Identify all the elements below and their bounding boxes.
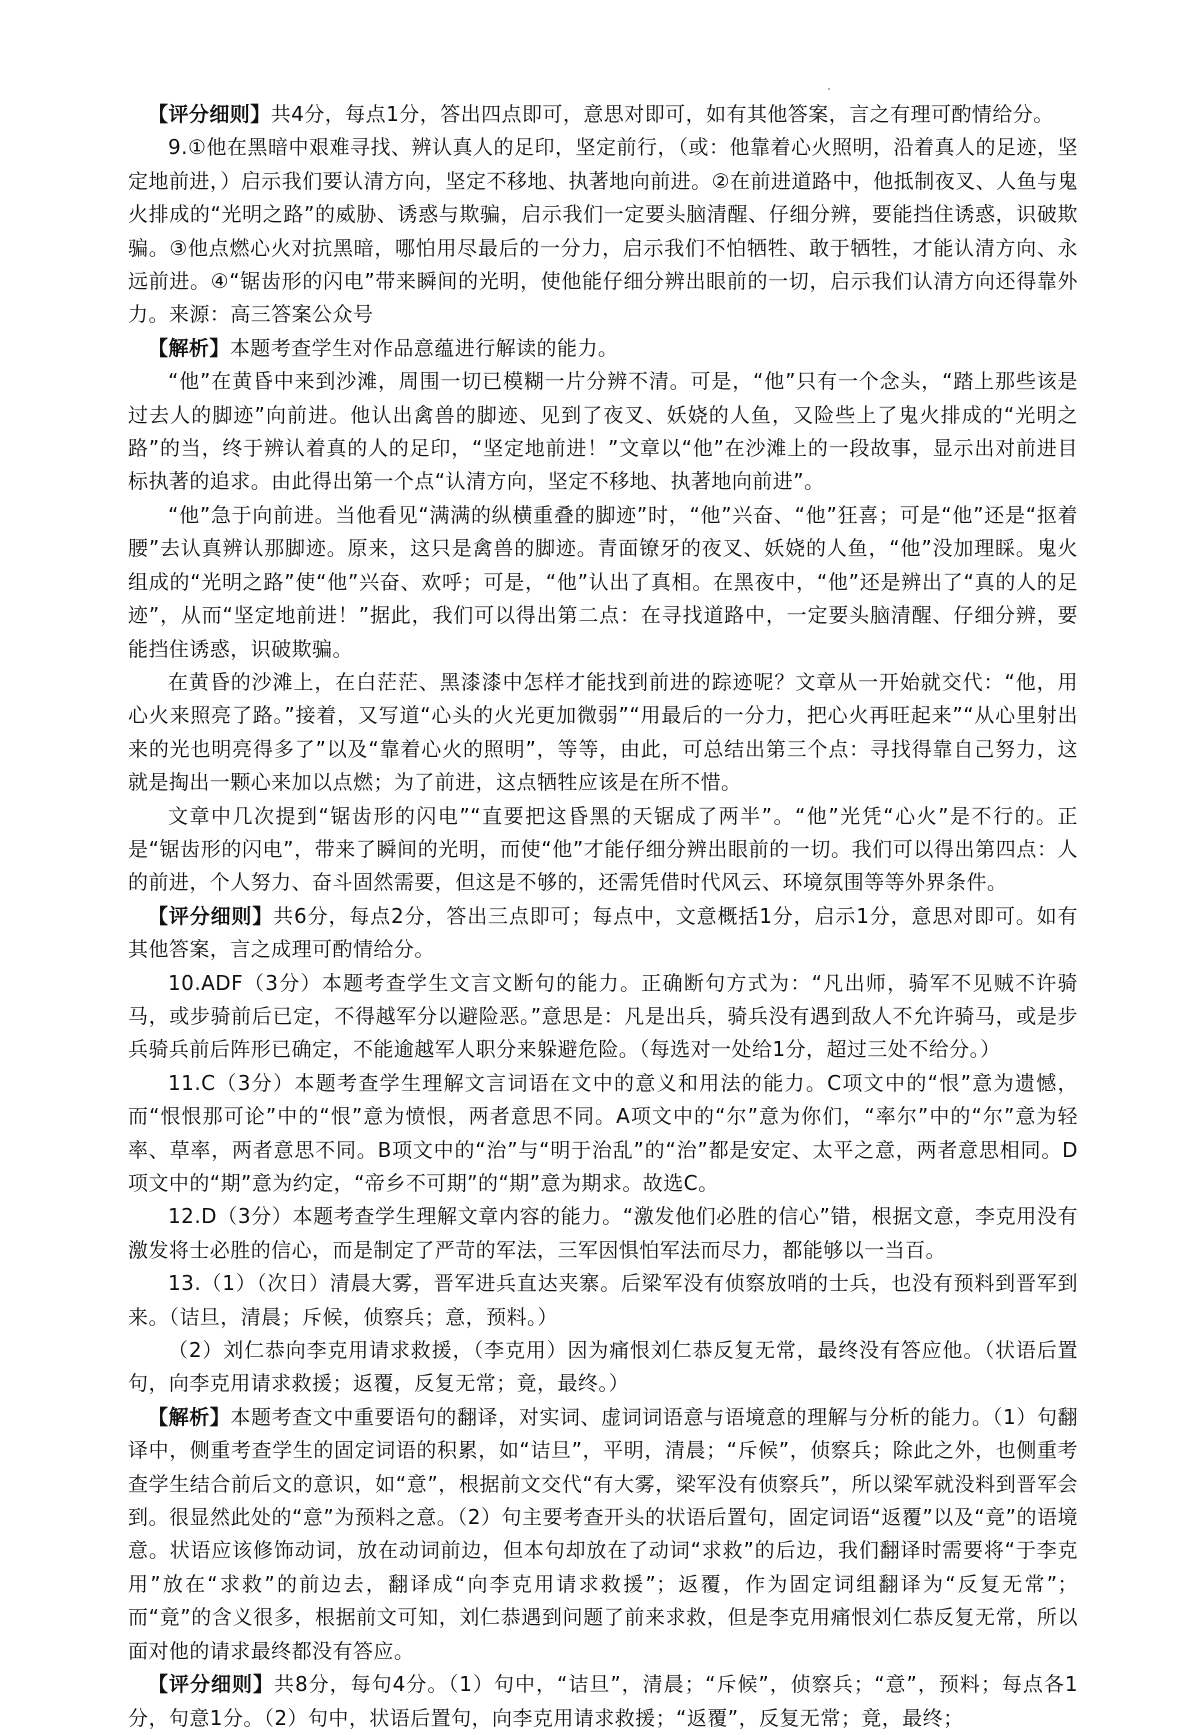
paragraph-text: “他”在黄昏中来到沙滩，周围一切已模糊一片分辨不清。可是，“他”只有一个念头，“踏上那些该是过去人的脚迹”向前进。他认出禽兽的脚迹、见到了夜叉、妖娆的人鱼，又险些上了鬼火排成的“光明之路”的当，终于辨认着真的人的足印，“坚定地前进！”文章以“他”在沙滩上的一段故事，显示出对前进目标执著的追求。由此得出第一个点“认清方向，坚定不移地、执著地向前进”。 — [128, 369, 1078, 494]
paragraph-text: 12.D（3分）本题考查学生理解文章内容的能力。“激发他们必胜的信心”错，根据文意，李克用没有激发将士必胜的信心，而是制定了严苛的军法，三军因惧怕军法而尽力，都能够以一当百。 — [128, 1204, 1078, 1262]
paragraph-scoring-rule-13 — [128, 1668, 1078, 1735]
paragraph-text: 本题考查学生对作品意蕴进行解读的能力。 — [229, 335, 619, 360]
paragraph-answer-9 — [128, 131, 1078, 331]
paragraph-analysis-13 — [128, 1401, 1078, 1668]
paragraph-tag: 【解析】 — [148, 335, 230, 360]
paragraph-tag: 【评分细则】 — [148, 1672, 274, 1697]
paragraph-analysis-point-1 — [128, 365, 1078, 499]
paragraph-text: 11.C（3分）本题考查学生理解文言词语在文中的意义和用法的能力。C项文中的“恨”意为遗憾，而“恨恨那可论”中的“恨”意为愤恨，两者意思不同。A项文中的“尔”意为你们，“率尔”中的“尔”意为轻率、草率，两者意思不同。B项文中的“治”与“明于治乱”的“治”都是安定、太平之意，两者意思相同。D项文中的“期”意为约定，“帝乡不可期”的“期”意为期求。故选C。 — [128, 1070, 1078, 1195]
scan-speck — [828, 88, 830, 90]
paragraph-tag: 【解析】 — [148, 1404, 231, 1429]
paragraph-answer-12 — [128, 1200, 1078, 1267]
paragraph-text: （2）刘仁恭向李克用请求救援，（李克用）因为痛恨刘仁恭反复无常，最终没有答应他。（状语后置句，向李克用请求救援；返覆，反复无常；竟，最终。） — [128, 1338, 1078, 1396]
paragraph-text: 共8分，每句4分。（1）句中，“诘旦”，清晨；“斥候”，侦察兵；“意”，预料；每点各1分，句意1分。（2）句中，状语后置句，向李克用请求救援；“返覆”，反复无常；竟，最终； — [128, 1672, 1078, 1730]
paragraph-answer-10 — [128, 967, 1078, 1067]
paragraph-tag: 【评分细则】 — [148, 102, 271, 126]
paragraph-analysis-9 — [128, 332, 1078, 365]
paragraph-answer-13-2 — [128, 1334, 1078, 1401]
paragraph-text: 共4分，每点1分，答出四点即可，意思对即可，如有其他答案，言之有理可酌情给分。 — [270, 102, 1054, 126]
paragraph-text: 9.①他在黑暗中艰难寻找、辨认真人的足印，坚定前行，（或：他靠着心火照明，沿着真人的足迹，坚定地前进，）启示我们要认清方向，坚定不移地、执著地向前进。②在前进道路中，他抵制夜叉、人鱼与鬼火排成的“光明之路”的威胁、诱惑与欺骗，启示我们一定要头脑清醒、仔细分辨，要能挡住诱惑，识破欺骗。③他点燃心火对抗黑暗，哪怕用尽最后的一分力，启示我们不怕牺牲、敢于牺牲，才能认清方向、永远前进。④“锯齿形的闪电”带来瞬间的光明，使他能仔细分辨出眼前的一切，启示我们认清方向还得靠外力。来源：高三答案公众号 — [128, 135, 1078, 327]
paragraph-text: 13.（1）（次日）清晨大雾，晋军进兵直达夹寨。后梁军没有侦察放哨的士兵，也没有预料到晋军到来。（诘旦，清晨；斥候，侦察兵；意，预料。） — [128, 1271, 1078, 1329]
paragraph-analysis-point-4 — [128, 800, 1078, 900]
paragraph-text: 在黄昏的沙滩上，在白茫茫、黑漆漆中怎样才能找到前进的踪迹呢？文章从一开始就交代：“他，用心火来照亮了路。”接着，又写道“心头的火光更加微弱”“用最后的一分力，把心火再旺起来”“从心里射出来的光也明亮得多了”以及“靠着心火的照明”，等等，由此，可总结出第三个点：寻找得靠自己努力，这就是掏出一颗心来加以点燃；为了前进，这点牺牲应该是在所不惜。 — [128, 669, 1078, 795]
paragraph-text: 文章中几次提到“锯齿形的闪电”“直要把这昏黑的天锯成了两半”。“他”光凭“心火”是不行的。正是“锯齿形的闪电”，带来了瞬间的光明，而使“他”才能仔细分辨出眼前的一切。我们可以得出第四点：人的前进，个人努力、奋斗固然需要，但这是不够的，还需凭借时代风云、环境氛围等等外界条件。 — [128, 803, 1078, 895]
paragraph-analysis-point-2 — [128, 499, 1078, 666]
paragraph-tag: 【评分细则】 — [148, 903, 274, 928]
paragraph-answer-13-1 — [128, 1267, 1078, 1334]
paragraph-analysis-point-3 — [128, 666, 1078, 800]
paragraph-answer-11 — [128, 1067, 1078, 1201]
paragraph-text: 本题考查文中重要语句的翻译，对实词、虚词词语意与语境意的理解与分析的能力。（1）句翻译中，侧重考查学生的固定词语的积累，如“诘旦”，平明，清晨；“斥候”，侦察兵；除此之外，也侧重考查学生结合前后文的意识，如“意”，根据前文交代“有大雾，梁军没有侦察兵”，所以梁军就没料到晋军会到。很显然此处的“意”为预料之意。（2）句主要考查开头的状语后置句，固定词语“返覆”以及“竟”的语境意。状语应该修饰动词，放在动词前边，但本句却放在了动词“求救”的后边，我们翻译时需要将“于李克用”放在“求救”的前边去，翻译成“向李克用请求救援”；返覆，作为固定词组翻译为“反复无常”；而“竟”的含义很多，根据前文可知，刘仁恭遇到问题了前来求救，但是李克用痛恨刘仁恭反复无常，所以面对他的请求最终都没有答应。 — [128, 1404, 1078, 1663]
paragraph-text: 共6分，每点2分，答出三点即可；每点中，文意概括1分，启示1分，意思对即可。如有其他答案，言之成理可酌情给分。 — [128, 903, 1078, 962]
paragraph-scoring-rule-9 — [128, 900, 1078, 967]
document-body — [128, 98, 1078, 1735]
paragraph-scoring-rule-1 — [128, 98, 1078, 131]
paragraph-text: 10.ADF（3分）本题考查学生文言文断句的能力。正确断句方式为：“凡出师，骑军不见贼不许骑马，或步骑前后已定，不得越军分以避险恶。”意思是：凡是出兵，骑兵没有遇到敌人不允许骑马，或是步兵骑兵前后阵形已确定，不能逾越军人职分来躲避危险。（每选对一处给1分，超过三处不给分。） — [128, 970, 1078, 1062]
paragraph-text: “他”急于向前进。当他看见“满满的纵横重叠的脚迹”时，“他”兴奋、“他”狂喜；可是“他”还是“抠着腰”去认真辨认那脚迹。原来，这只是禽兽的脚迹。青面镣牙的夜叉、妖娆的人鱼，“他”没加理睬。鬼火组成的“光明之路”使“他”兴奋、欢呼；可是，“他”认出了真相。在黑夜中，“他”还是辨出了“真的人的足迹”，从而“坚定地前进！”据此，我们可以得出第二点：在寻找道路中，一定要头脑清醒、仔细分辨，要能挡住诱惑，识破欺骗。 — [128, 502, 1078, 661]
